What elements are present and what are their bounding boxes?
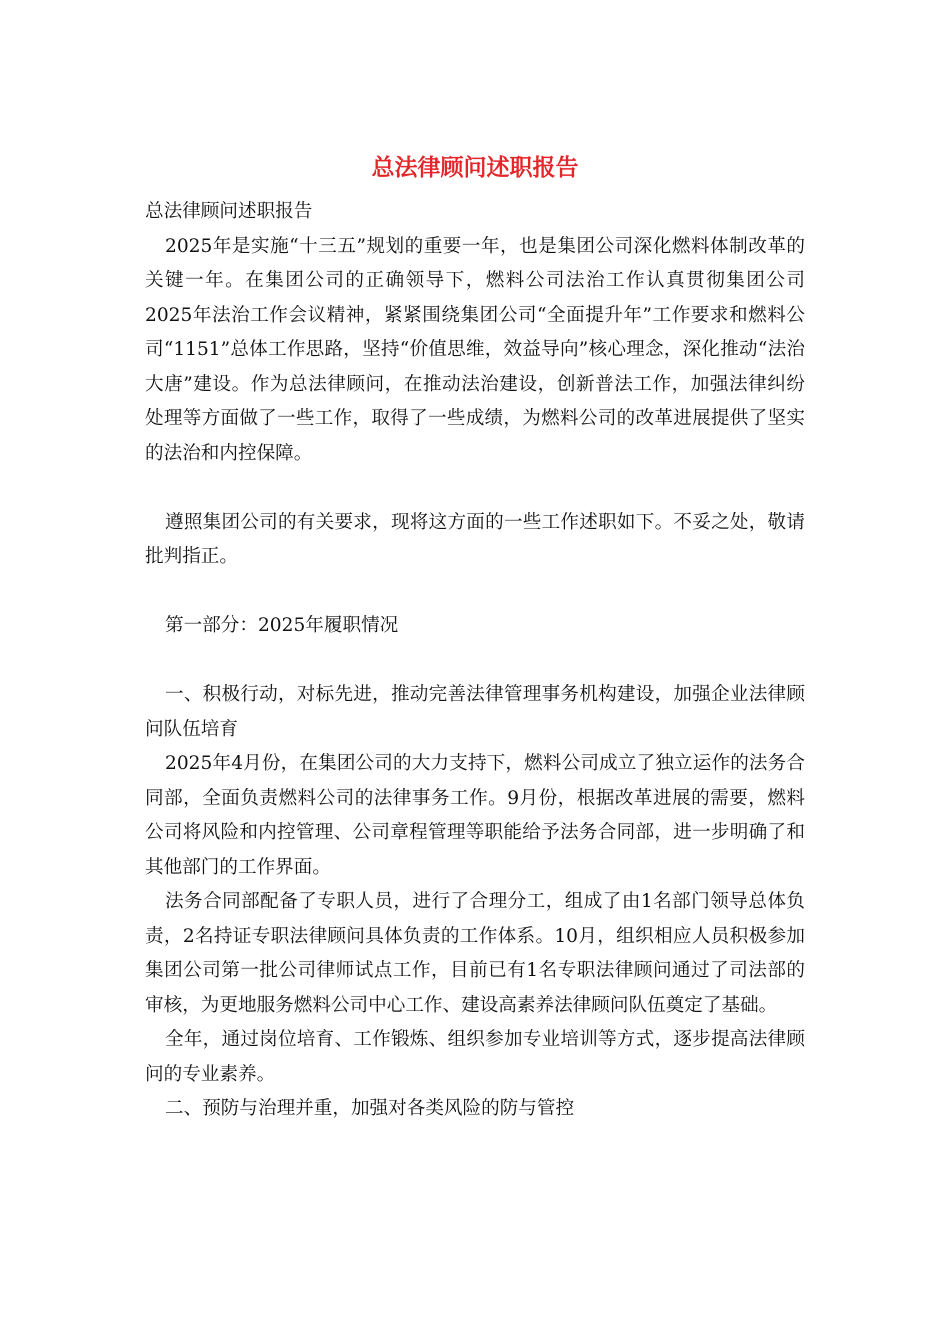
subtitle-line: 总法律顾问述职报告 — [145, 201, 313, 222]
paragraph-gap — [145, 575, 805, 610]
paragraph-request: 遵照集团公司的有关要求，现将这方面的一些工作述职如下。不妥之处，敬请批判指正。 — [145, 511, 805, 567]
document-body — [145, 195, 805, 1127]
section-heading-two: 二、预防与治理并重，加强对各类风险的防与管控 — [165, 1098, 575, 1119]
paragraph-intro: 2025年是实施“十三五”规划的重要一年，也是集团公司深化燃料体制改革的关键一年。在集团公司的正确领导下，燃料公司法治工作认真贯彻集团公司2025年法治工作会议精神，紧紧围绕集团公司“全面提升年”工作要求和燃料公司“1151”总体工作思路，坚持“价值思维，效益导向”核心理念，深化推动“法治大唐”建设。作为总法律顾问，在推动法治建设，创新普法工作，加强法律纠纷处理等方面做了一些工作，取得了一些成绩，为燃料公司的改革进展提供了坚实的法治和内控保障。 — [145, 235, 805, 464]
document-title: 总法律顾问述职报告 — [371, 154, 579, 181]
paragraph-department: 2025年4月份，在集团公司的大力支持下，燃料公司成立了独立运作的法务合同部，全面负责燃料公司的法律事务工作。9月份，根据改革进展的需要，燃料公司将风险和内控管理、公司章程管理等职能给予法务合同部，进一步明确了和其他部门的工作界面。 — [145, 753, 805, 878]
section-heading-part-one: 第一部分：2025年履职情况 — [165, 615, 399, 636]
paragraph-gap — [145, 471, 805, 506]
section-heading-one: 一、积极行动，对标先进，推动完善法律管理事务机构建设，加强企业法律顾问队伍培育 — [145, 684, 805, 740]
paragraph-training: 全年，通过岗位培育、工作锻炼、组织参加专业培训等方式，逐步提高法律顾问的专业素养。 — [145, 1029, 805, 1085]
paragraph-gap — [145, 644, 805, 679]
paragraph-staffing: 法务合同部配备了专职人员，进行了合理分工，组成了由1名部门领导总体负责，2名持证专职法律顾问具体负责的工作体系。10月，组织相应人员积极参加集团公司第一批公司律师试点工作，目前已有1名专职法律顾问通过了司法部的审核，为更地服务燃料公司中心工作、建设高素养法律顾问队伍奠定了基础。 — [145, 891, 805, 1016]
